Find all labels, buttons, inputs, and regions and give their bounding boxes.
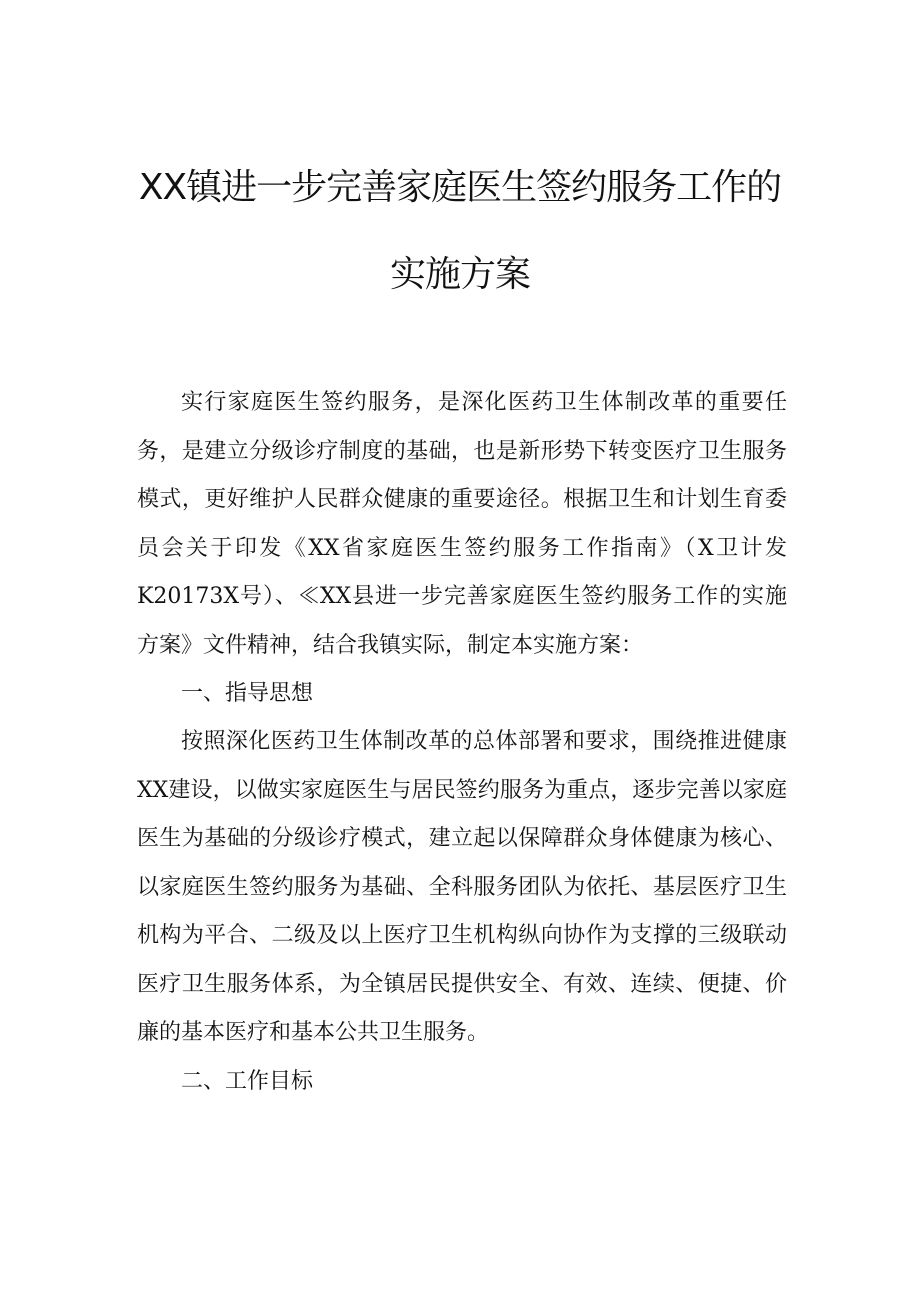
guiding-ideology-paragraph: 按照深化医药卫生体制改革的总体部署和要求，围绕推进健康XX建设，以做实家庭医生与居民签约服务为重点，逐步完善以家庭医生为基础的分级诊疗模式，建立起以保障群众身体健康为核心、以家庭医生签约服务为基础、全科服务团队为依托、基层医疗卫生机构为平合、二级及以上医疗卫生机构纵向协作为支撑的三级联动医疗卫生服务体系，为全镇居民提供安全、有效、连续、便捷、价廉的基本医疗和基本公共卫生服务。 (137, 729, 787, 1045)
section-heading-guiding-ideology: 一、指导思想 (181, 681, 314, 706)
intro-paragraph: 实行家庭医生签约服务，是深化医药卫生体制改革的重要任务，是建立分级诊疗制度的基础，也是新形势下转变医疗卫生服务模式，更好维护人民群众健康的重要途径。根据卫生和计划生育委员会关于印发《XX省家庭医生签约服务工作指南》（X卫计发K20173X号）、≪XX县进一步完善家庭医生签约服务工作的实施方案》文件精神，结合我镇实际，制定本实施方案： (137, 390, 787, 658)
document-title-line-2: 实施方案 (389, 254, 530, 295)
section-heading-work-goals: 二、工作目标 (181, 1069, 314, 1094)
document-title-line-1: XX镇进一步完善家庭医生签约服务工作的 (138, 167, 782, 208)
